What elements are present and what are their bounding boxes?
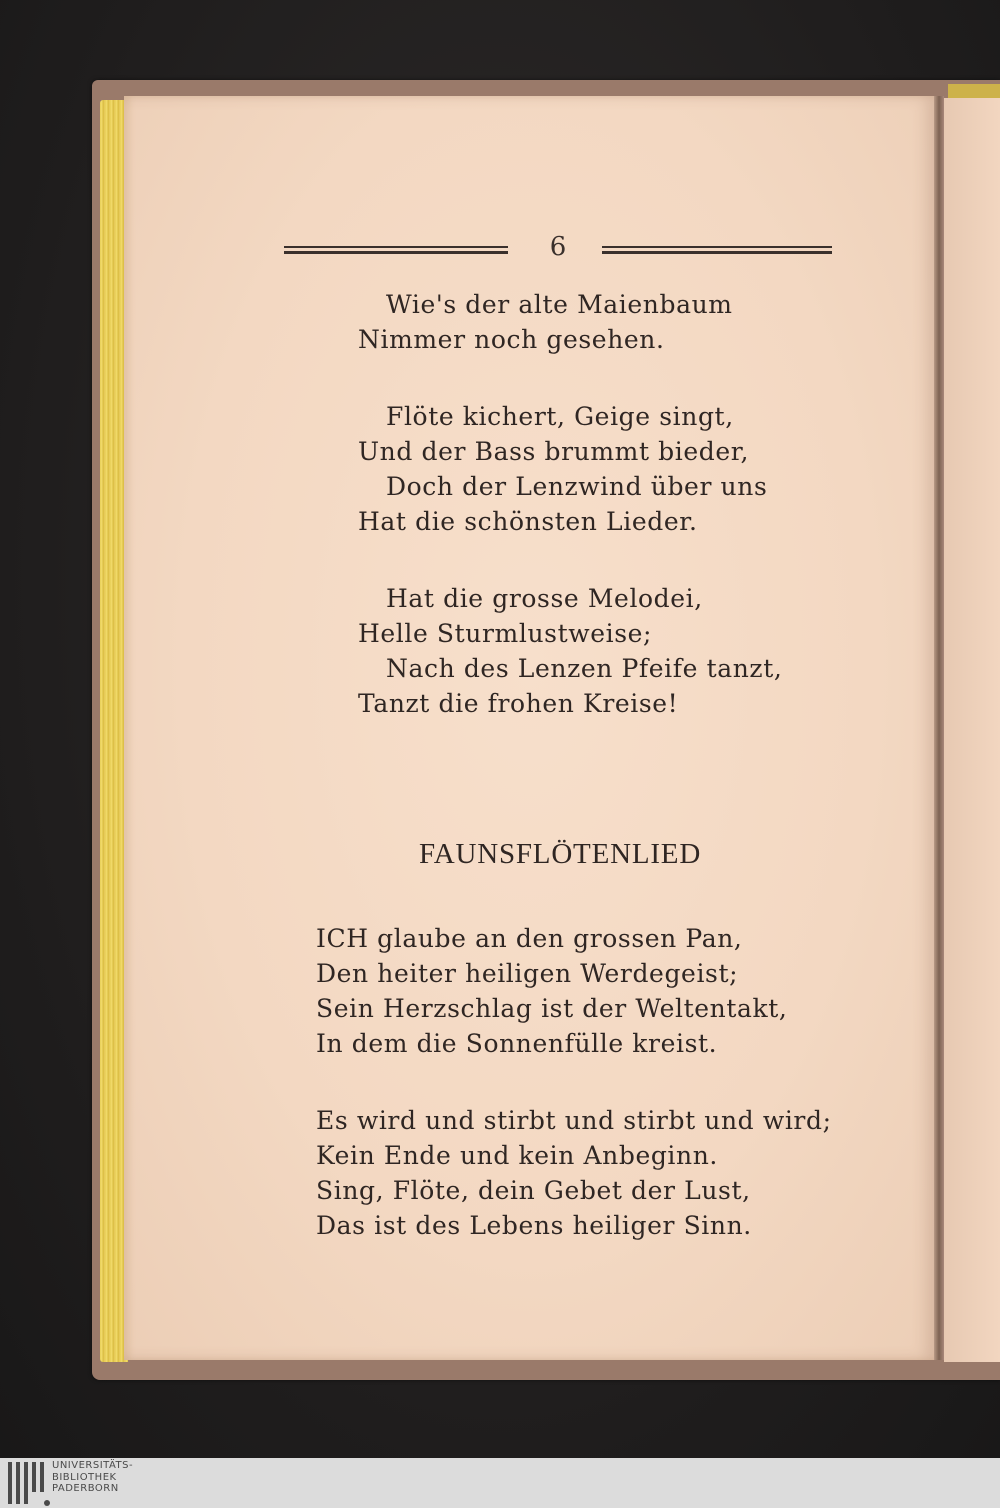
verse-line: Das ist des Lebens heiliger Sinn. [316, 1211, 752, 1240]
decorative-rule-right [602, 246, 832, 254]
verse-line: Den heiter heiligen Werdegeist; [316, 959, 739, 988]
verse-line: Tanzt die frohen Kreise! [358, 689, 679, 718]
verse-line: Sing, Flöte, dein Gebet der Lust, [316, 1176, 751, 1205]
decorative-rule-left [284, 246, 508, 254]
library-footer [0, 1458, 1000, 1508]
library-name-line: BIBLIOTHEK [52, 1471, 117, 1483]
verse-line: ICH glaube an den grossen Pan, [316, 924, 743, 953]
verse-line: Kein Ende und kein Anbeginn. [316, 1141, 718, 1170]
library-name [52, 1460, 133, 1495]
verse-line: Hat die schönsten Lieder. [358, 507, 698, 536]
running-head [284, 232, 832, 272]
verse-line: Und der Bass brummt bieder, [358, 437, 750, 466]
verse-line: In dem die Sonnenfülle kreist. [316, 1029, 718, 1058]
verse-line: Nach des Lenzen Pfeife tanzt, [386, 654, 783, 683]
verse-line: Wie's der alte Maienbaum [386, 290, 733, 319]
page-number: 6 [549, 232, 567, 262]
library-logo-icon [8, 1462, 42, 1504]
book-gutter [934, 96, 944, 1360]
verse-line: Doch der Lenzwind über uns [386, 472, 768, 501]
verse-line: Flöte kichert, Geige singt, [386, 402, 734, 431]
verse-line: Sein Herzschlag ist der Weltentakt, [316, 994, 788, 1023]
book-page [124, 96, 936, 1360]
verse-line: Es wird und stirbt und stirbt und wird; [316, 1106, 832, 1135]
verse-line: Helle Sturmlustweise; [358, 619, 653, 648]
library-name-line: PADERBORN [52, 1483, 119, 1494]
poem-title: FAUNSFLÖTENLIED [418, 838, 702, 870]
facing-page [944, 98, 1000, 1362]
verse-line: Nimmer noch gesehen. [358, 325, 665, 354]
library-name-line: UNIVERSITÄTS- [52, 1460, 134, 1471]
verse-line: Hat die grosse Melodei, [386, 584, 703, 613]
